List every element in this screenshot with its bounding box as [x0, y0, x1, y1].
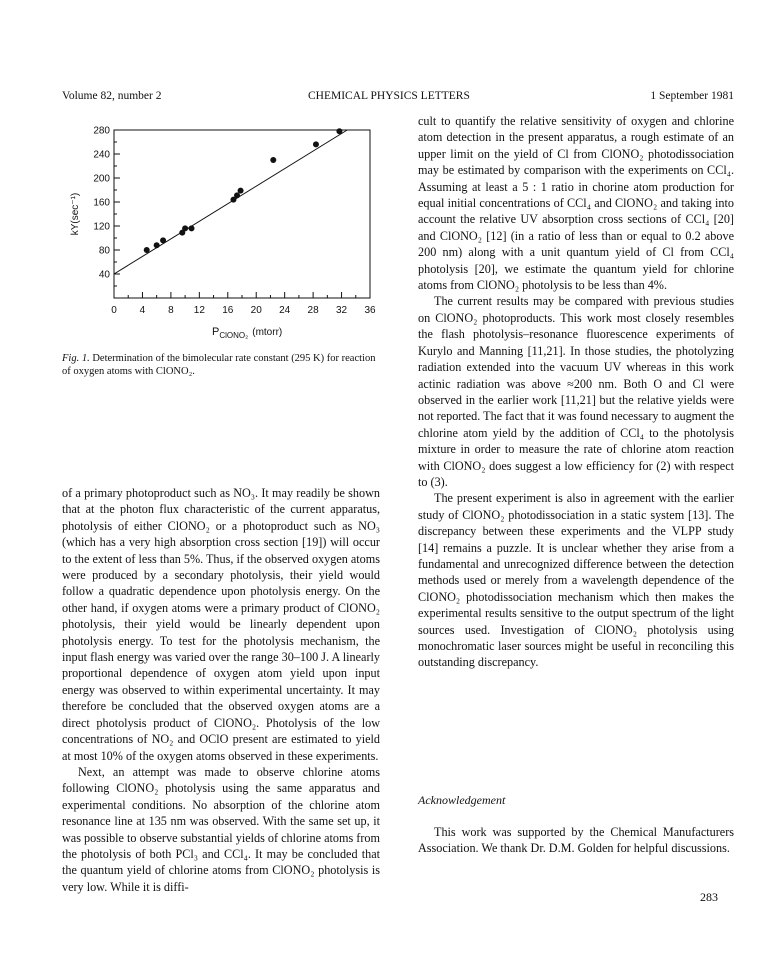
acknowledgement-heading: Acknowledgement [418, 793, 506, 807]
x-axis-label: $P_{ClONO_2}$ (mtorr) [212, 326, 283, 340]
plot-frame [114, 130, 370, 298]
volume-label: Volume 82, number 2 [62, 90, 162, 102]
x-tick-label: 16 [222, 305, 234, 316]
paragraph: Next, an attempt was made to observe chlorine atoms following ClONO₂ photolysis using the same apparatus and experimental conditions. No absorption of the chlorine atom resonance line at 135 nm was observed. With the same set up, it was possible to observe substantial yields of chlorine atoms from the photolysis of both PCl₃ and CCl₄. It may be concluded that the quantum yield of chlorine atoms from ClONO₂ photolysis is very low. While it is diffi- [62, 764, 380, 894]
x-tick-label: 12 [193, 305, 205, 316]
chart-labels [70, 193, 282, 340]
issue-date: 1 September 1981 [650, 90, 734, 102]
chart-ticks [93, 126, 376, 317]
x-tick-label: 8 [168, 305, 174, 316]
paragraph: of a primary photoproduct such as NO₃. It may readily be shown that at the photon flux characteristic of the current apparatus, photolysis of either ClONO₂ or a photoproduct such as NO₃ (which has a very high absorption cross section [19]) will occur to the extent of less than 5%. Thus, if the observed oxygen atoms were produced by a secondary photolysis, their yield would follow a quadratic dependence upon photolysis energy. On the other hand, if oxygen atoms were a primary product of ClONO₂ photolysis, their yield would be linearly dependent upon photolysis energy. To test for the photolysis mechanism, the input flash energy was varied over the range 30–100 J. A linearly proportional dependence of oxygen atom yield upon input energy was observed to within experimental uncertainty. It may therefore be concluded that the observed oxygen atoms are a direct photolysis product of ClONO₂. Photolysis of the low concentrations of NO₂ and OClO present are estimated to yield at most 10% of the oxygen atoms observed in these experiments. [62, 486, 380, 763]
paragraph: cult to quantify the relative sensitivity of oxygen and chlorine atom detection in the present apparatus, a rough estimate of an upper limit on the yield of Cl from ClONO₂ photodissociation may be estimated by comparison with the experiments on CCl₄. Assuming at least a 5 : 1 ratio in chorine atom production for equal initial concentrations of CCl₄ and ClONO₂ and taking into account the relative UV absorption cross sections of CCl₄ [20] and ClONO₂ [12] (in a ratio of less than or equal to 0.2 above 200 nm) along with a unit quantum yield of Cl from CCl₄ photolysis [20], we estimate the quantum yield for chlorine atoms from ClONO₂ photolysis to be less than 4%. [418, 114, 734, 293]
acknowledgement-text: This work was supported by the Chemical Manufacturers Association. We thank Dr. D.M. Golden for helpful discussions. [418, 825, 734, 856]
figure-1 [62, 118, 380, 353]
data-point [270, 157, 276, 163]
y-tick-label: 280 [93, 125, 110, 137]
paragraph: The current results may be compared with previous studies on ClONO₂ photoproducts. This work most closely resembles the flash photolysis–resonance fluorescence experiments of Kurylo and Manning [11,21]. In those studies, the photolyzing radiation extended into the vacuum UV whereas in this work actinic radiation was above ≈200 nm. Both O and Cl were observed in the earlier work [11,21] but the relative yields were not reported. The fact that it was found necessary to augment the chlorine atom yield by the addition of CCl₄ to the photolysis mixture in order to measure the rate of chlorine atom reaction with ClONO₂ does suggest a low efficiency for (2) with respect to (3). [418, 294, 734, 489]
right-column [418, 113, 734, 671]
data-point [144, 247, 150, 253]
running-header [62, 90, 734, 106]
caption-text: Determination of the bimolecular rate constant (295 K) for reaction of oxygen atoms with ClONO₂. [62, 353, 376, 377]
y-tick-label: 240 [93, 149, 110, 161]
fit-line [114, 130, 347, 274]
y-tick-label: 80 [98, 245, 110, 257]
journal-title: CHEMICAL PHYSICS LETTERS [308, 90, 470, 102]
x-tick-label: 0 [111, 305, 117, 316]
figure-caption [62, 352, 380, 378]
y-tick-label: 120 [93, 221, 110, 233]
data-point [182, 225, 188, 231]
data-point [234, 192, 240, 198]
data-point [238, 188, 244, 194]
data-point [336, 128, 342, 134]
paragraph: The present experiment is also in agreement with the earlier study of ClONO₂ photodissociation in a static system [13]. The discrepancy between these experiments and the VLPP study [14] remains a puzzle. It is unclear whether they arise from a fundamental and unrecognized difference between the detection methods used or merely from a wavelength dependence of the ClONO₂ photodissociation mechanism which then makes the experimental results sensitive to the output spectrum of the light sources used. Investigation of ClONO₂ photolysis using monochromatic laser sources might be useful in reconciling this outstanding discrepancy. [418, 491, 734, 670]
y-tick-label: 160 [93, 197, 110, 209]
left-column [62, 485, 380, 895]
x-tick-label: 20 [250, 305, 262, 316]
data-point [160, 237, 166, 243]
data-point [313, 141, 319, 147]
x-tick-label: 4 [139, 305, 146, 316]
x-tick-label: 28 [307, 305, 319, 316]
y-tick-label: 40 [98, 269, 110, 281]
data-point [154, 242, 160, 248]
x-tick-label: 36 [364, 305, 376, 316]
data-point [189, 225, 195, 231]
x-tick-label: 24 [279, 305, 291, 316]
page-number: 283 [700, 890, 718, 904]
chart-axes [114, 130, 370, 298]
caption-label: Fig. 1. [62, 353, 90, 364]
rate-constant-chart [62, 118, 380, 348]
y-axis-label: kY(sec⁻¹) [70, 192, 81, 236]
chart-marks [114, 128, 347, 274]
y-tick-label: 200 [93, 173, 110, 185]
x-tick-label: 32 [335, 305, 348, 316]
